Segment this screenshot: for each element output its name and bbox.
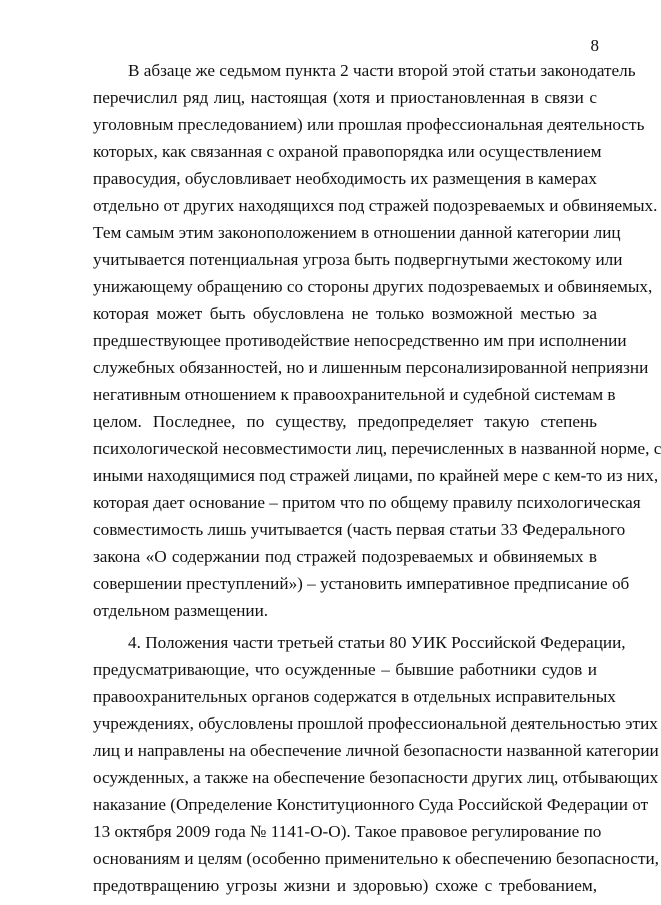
text-line: целом. Последнее, по существу, предопределяет такую степень xyxy=(93,412,597,431)
text-line: предшествующее противодействие непосредственно им при исполнении xyxy=(93,331,627,350)
text-line: лиц и направлены на обеспечение личной безопасности названной категории xyxy=(93,741,659,760)
text-line: предусматривающие, что осужденные – бывшие работники судов и xyxy=(93,660,597,679)
text-line: которая дает основание – притом что по общему правилу психологическая xyxy=(93,493,641,512)
text-line: которая может быть обусловлена не только возможной местью за xyxy=(93,304,597,323)
text-line: унижающему обращению со стороны других подозреваемых и обвиняемых, xyxy=(93,277,653,296)
page-number: 8 xyxy=(590,36,599,55)
text-line: учреждениях, обусловлены прошлой профессиональной деятельностью этих xyxy=(93,714,658,733)
text-line: 4. Положения части третьей статьи 80 УИК Российской Федерации, xyxy=(128,633,626,652)
text-line: Тем самым этим законоположением в отношении данной категории лиц xyxy=(93,223,621,242)
text-line: правосудия, обусловливает необходимость их размещения в камерах xyxy=(93,169,597,188)
text-line: осужденных, а также на обеспечение безопасности других лиц, отбывающих xyxy=(93,768,659,787)
text-line: отдельно от других находящихся под стражей подозреваемых и обвиняемых. xyxy=(93,196,658,215)
text-line: основаниям и целям (особенно применительно к обеспечению безопасности, xyxy=(93,849,659,868)
text-line: правоохранительных органов содержатся в отдельных исправительных xyxy=(93,687,616,706)
text-line: предотвращению угрозы жизни и здоровью) схоже с требованием, xyxy=(93,876,597,895)
text-line: учитывается потенциальная угроза быть подвергнутыми жестокому или xyxy=(93,250,623,269)
text-line: уголовным преследованием) или прошлая профессиональная деятельность xyxy=(93,115,645,134)
text-line: психологической несовместимости лиц, перечисленных в названной норме, с xyxy=(93,439,661,458)
text-line: иными находящимися под стражей лицами, по крайней мере с кем-то из них, xyxy=(93,466,659,485)
text-line: 13 октября 2009 года № 1141-О-О). Такое правовое регулирование по xyxy=(93,822,602,841)
text-line: В абзаце же седьмом пункта 2 части второй этой статьи законодатель xyxy=(128,61,636,80)
text-line: перечислил ряд лиц, настоящая (хотя и приостановленная в связи с xyxy=(93,88,597,107)
text-line: отдельном размещении. xyxy=(93,601,269,620)
text-line: совместимость лишь учитывается (часть первая статьи 33 Федерального xyxy=(93,520,626,539)
text-line: которых, как связанная с охраной правопорядка или осуществлением xyxy=(93,142,602,161)
text-line: наказание (Определение Конституционного Суда Российской Федерации от xyxy=(93,795,649,814)
text-line: служебных обязанностей, но и лишенным персонализированной неприязни xyxy=(93,358,649,377)
text-line: негативным отношением к правоохранительной и судебной системам в xyxy=(93,385,616,404)
text-line: закона «О содержании под стражей подозреваемых и обвиняемых в xyxy=(93,547,597,566)
text-line: совершении преступлений») – установить императивное предписание об xyxy=(93,574,630,593)
